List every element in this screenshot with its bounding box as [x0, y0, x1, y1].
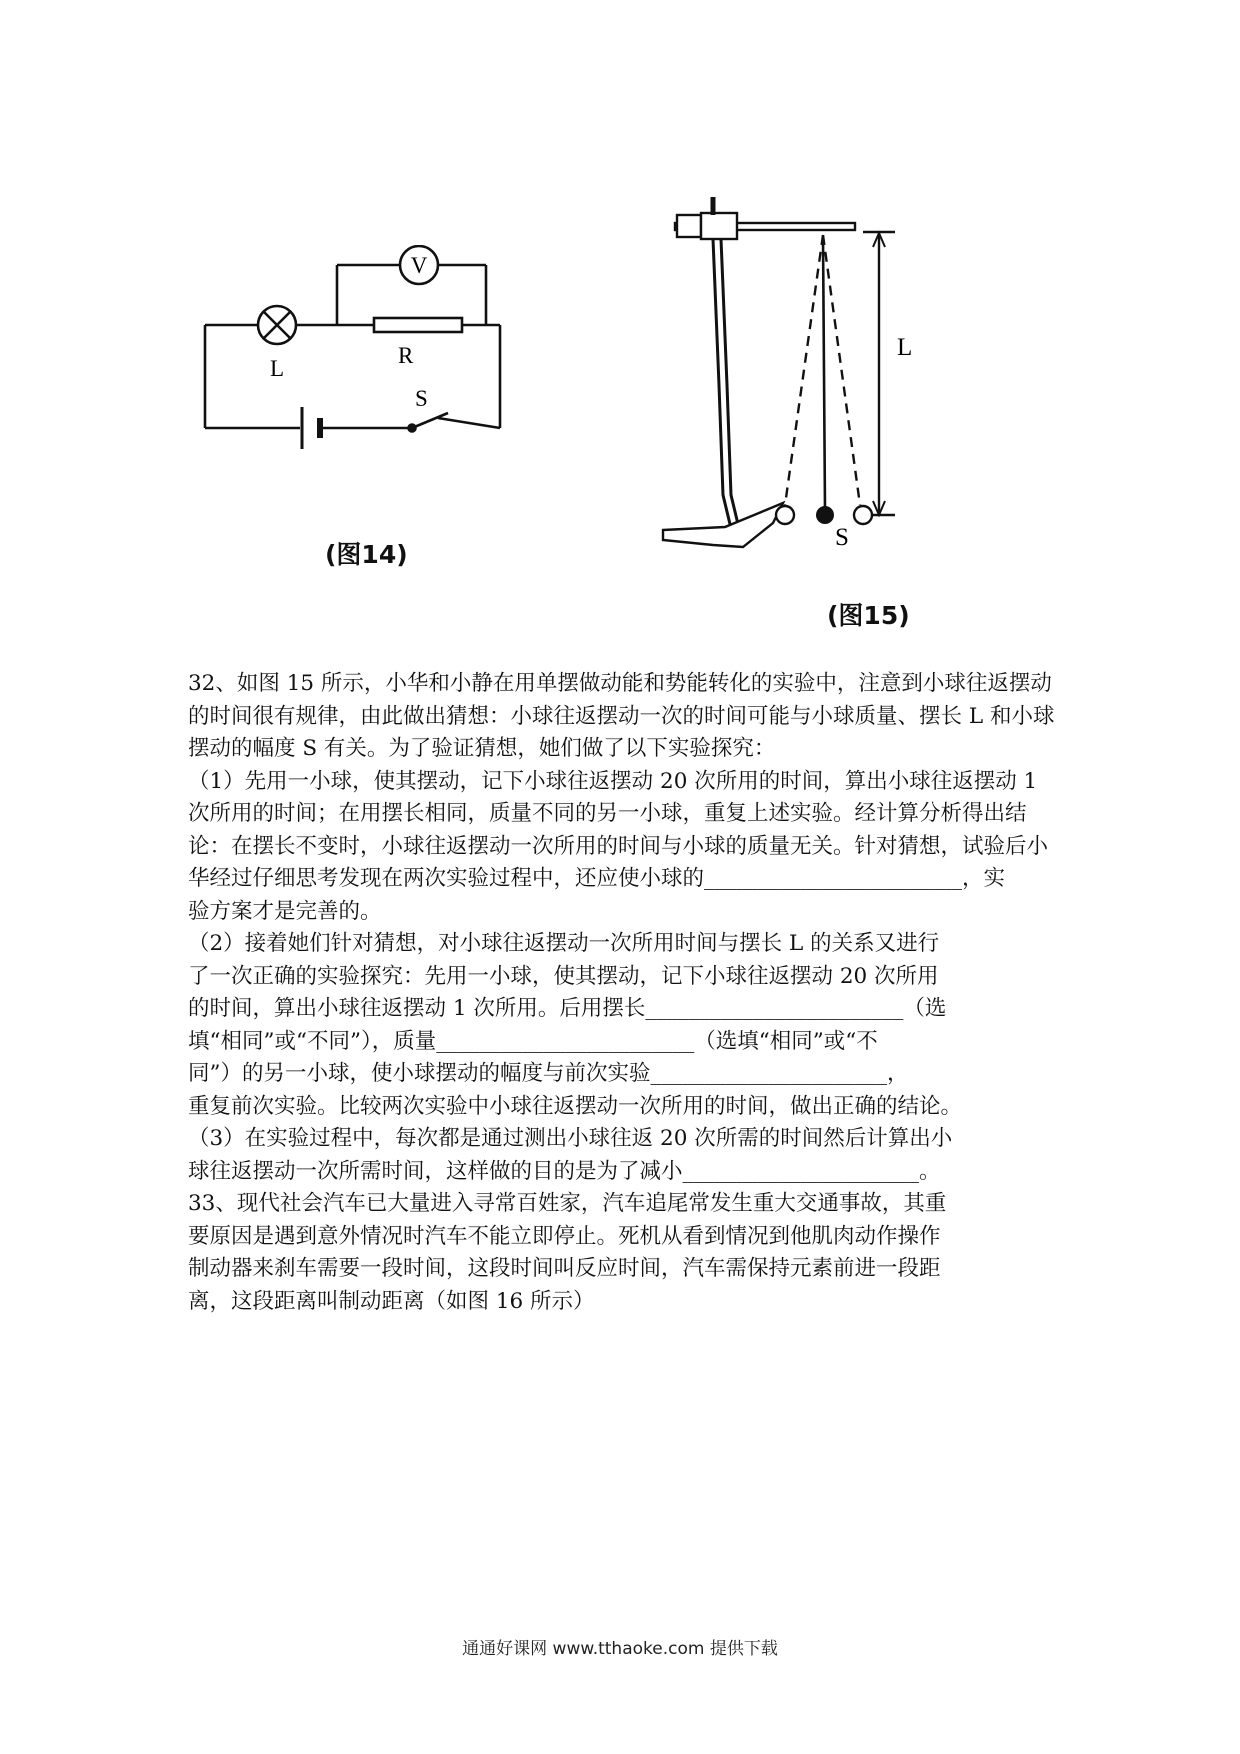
- lamp-symbol: [258, 306, 296, 344]
- text-line: 制动器来刹车需要一段时间，这段时间叫反应时间，汽车需保持元素前进一段距: [188, 1256, 941, 1281]
- text-line: 验方案才是完善的。: [188, 898, 382, 924]
- length-label: L: [897, 334, 913, 361]
- pendulum-bob-center: [816, 506, 834, 524]
- page-footer: 通通好课网 www.tthaoke.com 提供下载: [462, 1639, 778, 1659]
- text-line: 球往返摆动一次所需时间，这样做的目的是为了减小______________________。: [188, 1158, 941, 1184]
- figure-15-caption: (图15): [827, 601, 910, 630]
- text-line: 次所用的时间；在用摆长相同，质量不同的另一小球，重复上述实验。经计算分析得出结: [188, 801, 1027, 826]
- resistor-symbol: [374, 318, 462, 332]
- battery-symbol: [302, 407, 320, 449]
- text-line: 重复前次实验。比较两次实验中小球往返摆动一次所用的时间，做出正确的结论。: [188, 1093, 963, 1119]
- pendulum-diagram: [655, 195, 1005, 570]
- text-line: 离，这段距离叫制动距离（如图 16 所示）: [188, 1288, 595, 1314]
- text-line: 摆动的幅度 S 有关。为了验证猜想，她们做了以下实验探究：: [188, 736, 776, 761]
- text-line: 华经过仔细思考发现在两次实验过程中，还应使小球的________________________，实: [188, 866, 1006, 891]
- text-line: 了一次正确的实验探究：先用一小球，使其摆动，记下小球往返摆动 20 次所用: [188, 963, 939, 989]
- amplitude-label: S: [835, 524, 849, 551]
- text-line: 同”）的另一小球，使小球摆动的幅度与前次实验______________________，: [188, 1061, 909, 1086]
- switch-label: S: [415, 386, 428, 411]
- voltmeter-label: V: [410, 253, 428, 278]
- text-line: 的时间很有规律，由此做出猜想：小球往返摆动一次的时间可能与小球质量、摆长 L 和小球: [188, 703, 1055, 729]
- text-line: 32、如图 15 所示，小华和小静在用单摆做动能和势能转化的实验中，注意到小球往返摆动: [188, 671, 1052, 696]
- pendulum-bob-left: [776, 506, 794, 524]
- text-line: （2）接着她们针对猜想，对小球往返摆动一次所用时间与摆长 L 的关系又进行: [188, 931, 940, 956]
- resistor-label: R: [398, 343, 414, 368]
- text-line: 要原因是遇到意外情况时汽车不能立即停止。死机从看到情况到他肌肉动作操作: [188, 1223, 941, 1249]
- text-line: 论：在摆长不变时，小球往返摆动一次所用的时间与小球的质量无关。针对猜想，试验后小: [188, 833, 1049, 859]
- question-text: [188, 668, 1060, 1318]
- figure-14-caption: (图14): [325, 540, 408, 569]
- circuit-diagram: [190, 245, 530, 475]
- text-line: 填“相同”或“不同”），质量________________________（选填“相同”或“不: [188, 1028, 878, 1054]
- text-line: 33、现代社会汽车已大量进入寻常百姓家，汽车追尾常发生重大交通事故，其重: [188, 1191, 947, 1216]
- text-line: （1）先用一小球，使其摆动，记下小球往返摆动 20 次所用的时间，算出小球往返摆动 1: [188, 768, 1038, 794]
- text-line: 的时间，算出小球往返摆动 1 次所用。后用摆长________________________（选: [188, 996, 947, 1021]
- lamp-label: L: [270, 356, 285, 381]
- text-line: （3）在实验过程中，每次都是通过测出小球往返 20 次所需的时间然后计算出小: [188, 1126, 953, 1151]
- pendulum-bob-right: [854, 506, 872, 524]
- switch-symbol: [409, 413, 449, 432]
